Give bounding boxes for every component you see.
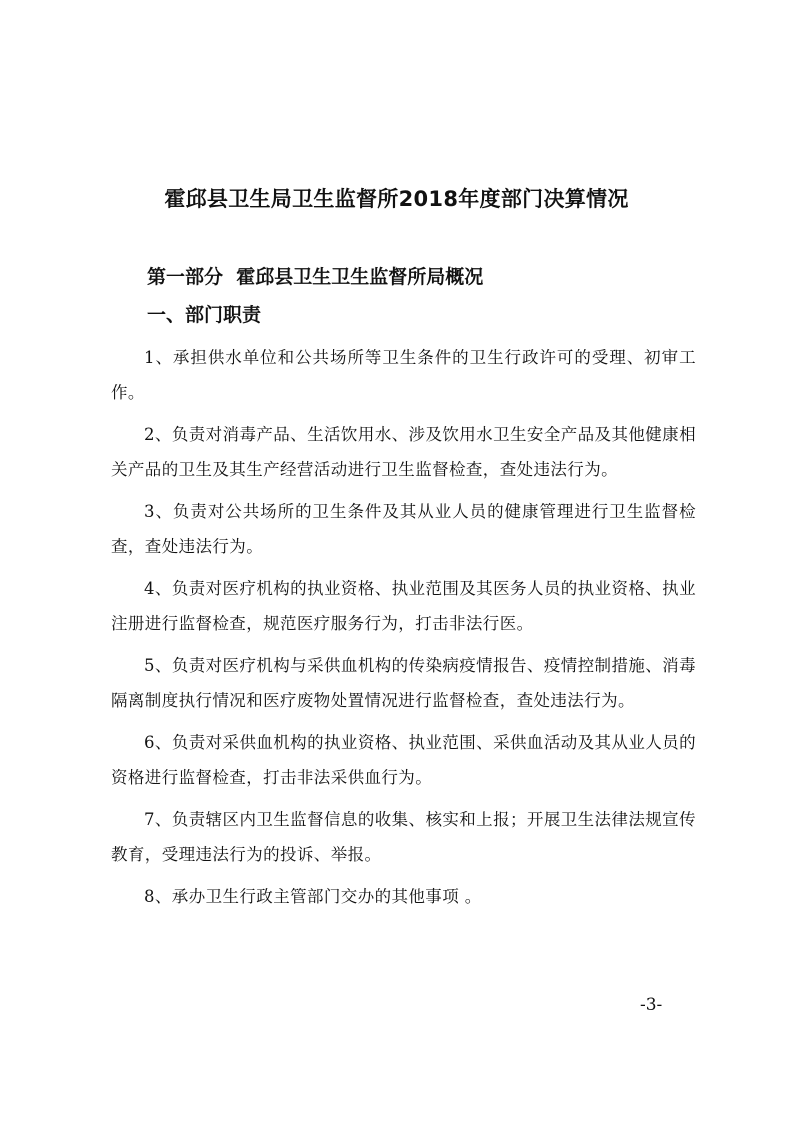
- duty-paragraph: 5、负责对医疗机构与采供血机构的传染病疫情报告、疫情控制措施、消毒隔离制度执行情况和医疗废物处置情况进行监督检查，查处违法行为。: [111, 656, 696, 710]
- duty-paragraph: 7、负责辖区内卫生监督信息的收集、核实和上报；开展卫生法律法规宣传教育，受理违法行为的投诉、举报。: [111, 810, 696, 864]
- part-heading: 第一部分 霍邱县卫生卫生监督所局概况: [147, 266, 484, 288]
- duty-paragraph: 1、承担供水单位和公共场所等卫生条件的卫生行政许可的受理、初审工作。: [111, 348, 696, 402]
- duty-paragraph: 8、承办卫生行政主管部门交办的其他事项 。: [144, 887, 482, 906]
- section-heading: 一、部门职责: [147, 304, 262, 326]
- duty-paragraph: 3、负责对公共场所的卫生条件及其从业人员的健康管理进行卫生监督检查，查处违法行为。: [111, 502, 696, 556]
- duty-paragraph: 6、负责对采供血机构的执业资格、执业范围、采供血活动及其从业人员的资格进行监督检查，打击非法采供血行为。: [111, 733, 696, 787]
- duties-list: [111, 340, 696, 921]
- document-title: 霍邱县卫生局卫生监督所2018年度部门决算情况: [164, 187, 629, 211]
- page-number: -3-: [640, 995, 663, 1015]
- duty-paragraph: 4、负责对医疗机构的执业资格、执业范围及其医务人员的执业资格、执业注册进行监督检查，规范医疗服务行为，打击非法行医。: [111, 579, 696, 633]
- duty-paragraph: 2、负责对消毒产品、生活饮用水、涉及饮用水卫生安全产品及其他健康相关产品的卫生及其生产经营活动进行卫生监督检查，查处违法行为。: [111, 425, 696, 479]
